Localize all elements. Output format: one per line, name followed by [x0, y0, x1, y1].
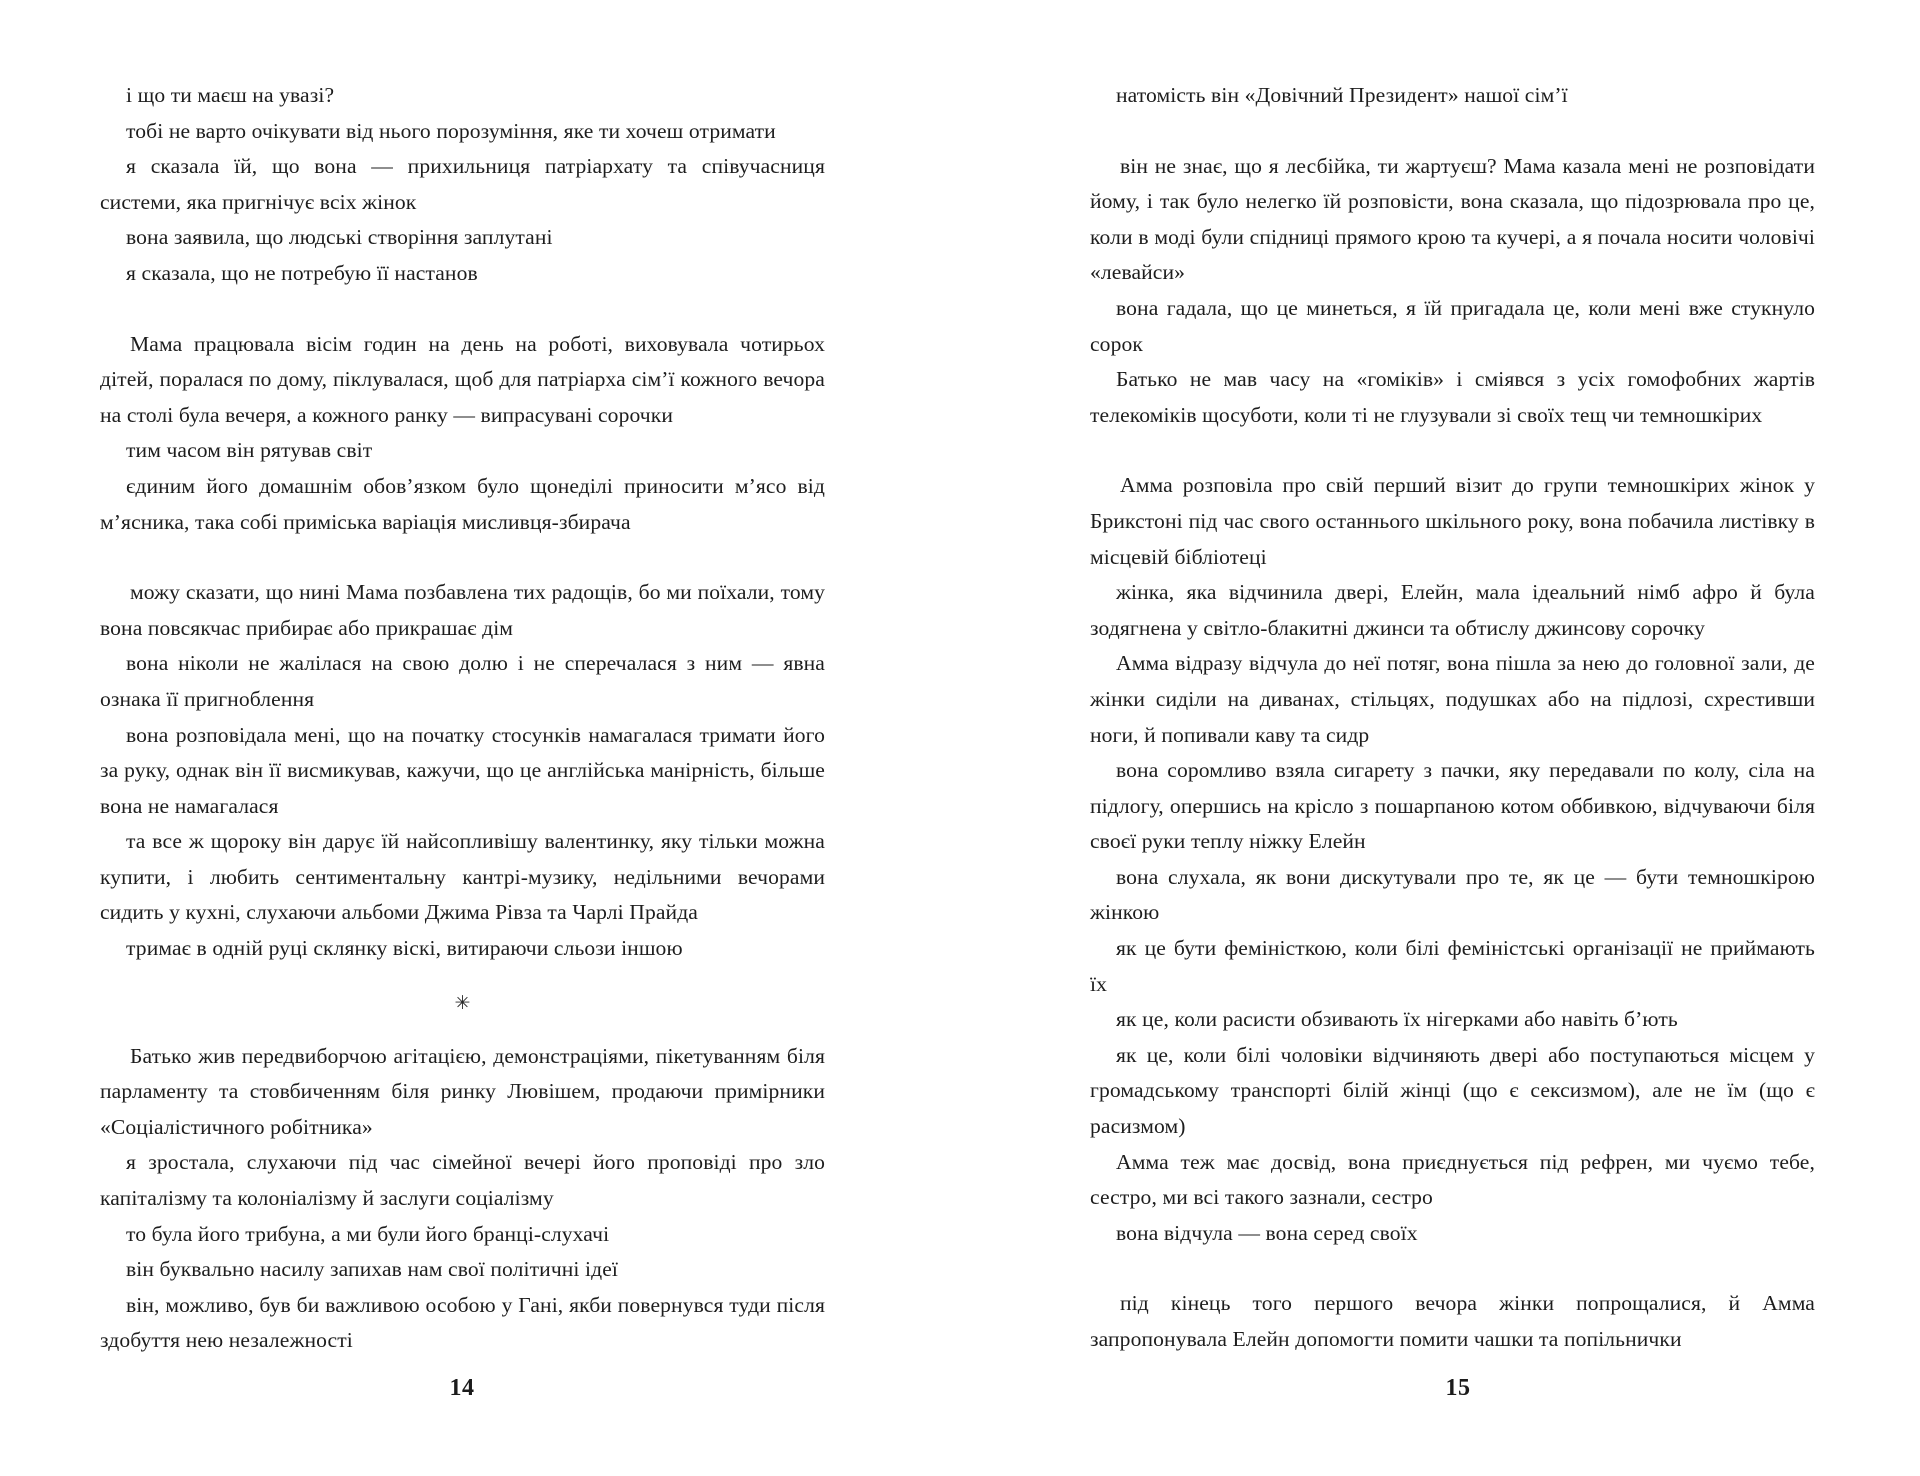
text-line: тим часом він рятував світ — [126, 438, 373, 463]
text-line: Батько жив передвиборчою агітацією, демонстраціями, пікетуванням біля парламенту та стовбиченням біля ринку Лювішем, продаючи примірники «Соціалістичного робітника» — [100, 1043, 825, 1139]
text-line: вона гадала, що це минеться, я їй пригадала це, коли мені вже стукнуло сорок — [1090, 295, 1815, 356]
text-line: як це бути феміністкою, коли білі феміністські організації не приймають їх — [1090, 936, 1815, 996]
text-line: я сказала їй, що вона — прихильниця патріархату та співучасниця системи, яка пригнічує всіх жінок — [100, 154, 825, 214]
text-line: то була його трибуна, а ми були його бранці-слухачі — [126, 1221, 610, 1246]
text-line: вона відчула — вона серед своїх — [1116, 1220, 1418, 1245]
paragraph-block — [100, 78, 825, 292]
paragraph-block — [100, 1039, 825, 1359]
text-line: натомість він «Довічний Президент» нашої сім’ї — [1116, 83, 1568, 107]
text-line: єдиним його домашнім обов’язком було щонеділі приносити м’ясо від м’ясника, така собі приміська варіація мисливця-збирача — [100, 473, 825, 534]
paragraph-block — [1090, 1286, 1815, 1357]
text-line: та все ж щороку він дарує їй найсопливішу валентинку, яку тільки можна купити, і любить сентиментальну кантрі-музику, недільними вечорами сидить у кухні, слухаючи альбоми Джима Рівза та Чарлі Прайда — [100, 829, 825, 925]
paragraph-block — [100, 575, 825, 967]
text-line: вона соромливо взяла сигарету з пачки, яку передавали по колу, сіла на підлогу, опершись на крісло з пошарпаною котом оббивкою, відчуваючи біля своєї руки теплу ніжку Елейн — [1090, 758, 1815, 854]
paragraph-block — [100, 327, 825, 541]
left-page-textblock — [100, 78, 825, 1359]
text-line: він, можливо, був би важливою особою у Гані, якби повернувся туди після здобуття нею незалежності — [100, 1292, 825, 1353]
paragraph-block — [1090, 149, 1815, 434]
text-line: Мама працювала вісім годин на день на роботі, виховувала чотирьох дітей, поралася по дому, піклувалася, щоб для патріарха сім’ї кожного вечора на столі була вечеря, а кожного ранку — випрасувані сорочки — [100, 331, 825, 427]
text-line: він буквально насилу запихав нам свої політичні ідеї — [126, 1257, 618, 1282]
page-number-right: 15 — [1445, 1375, 1471, 1401]
text-line: Амма теж має досвід, вона приєднується під рефрен, ми чуємо тебе, сестро, ми всі такого зазнали, сестро — [1090, 1149, 1815, 1210]
text-line: Амма розповіла про свій перший візит до групи темношкірих жінок у Брикстоні під час свого останнього шкільного року, вона побачила листівку в місцевій бібліотеці — [1090, 473, 1815, 569]
section-separator: ✳ — [454, 992, 471, 1014]
text-line: вона розповідала мені, що на початку стосунків намагалася тримати його за руку, однак він її висмикував, кажучи, що це англійська манірність, більше вона не намагалася — [100, 722, 825, 818]
paragraph-block — [1090, 78, 1815, 114]
paragraph-block — [1090, 468, 1815, 1251]
page-right — [960, 0, 1920, 1476]
text-line: вона слухала, як вони дискутували про те, як це — бути темношкірою жінкою — [1090, 864, 1815, 925]
text-line: я сказала, що не потребую її настанов — [126, 260, 478, 285]
text-line: як це, коли расисти обзивають їх нігерками або навіть б’ють — [1116, 1007, 1678, 1032]
text-line: під кінець того першого вечора жінки попрощалися, й Амма запропонувала Елейн допомогти помити чашки та попільнички — [1090, 1291, 1815, 1351]
text-line: тримає в одній руці склянку віскі, витираючи сльози іншою — [126, 936, 683, 961]
text-line: Батько не мав часу на «гоміків» і сміявся з усіх гомофобних жартів телекоміків щосуботи, коли ті не глузували зі своїх тещ чи темношкірих — [1090, 367, 1815, 427]
text-line: вона ніколи не жалілася на свою долю і не сперечалася з ним — явна ознака її пригноблення — [100, 651, 825, 711]
text-line: тобі не варто очікувати від нього порозуміння, яке ти хочеш отримати — [126, 118, 776, 143]
text-line: Амма відразу відчула до неї потяг, вона пішла за нею до головної зали, де жінки сиділи на диванах, стільцях, подушках або на підлозі, схрестивши ноги, й попивали каву та сидр — [1090, 651, 1815, 747]
page-number-left: 14 — [449, 1375, 475, 1401]
text-line: я зростала, слухаючи під час сімейної вечері його проповіді про зло капіталізму та колоніалізму й заслуги соціалізму — [100, 1150, 825, 1211]
text-line: жінка, яка відчинила двері, Елейн, мала ідеальний німб афро й була зодягнена у світло-блакитні джинси та обтислу джинсову сорочку — [1090, 580, 1815, 640]
text-line: і що ти маєш на увазі? — [126, 83, 335, 107]
text-line: вона заявила, що людські створіння заплутані — [126, 225, 553, 250]
text-line: можу сказати, що нині Мама позбавлена тих радощів, бо ми поїхали, тому вона повсякчас прибирає або прикрашає дім — [100, 580, 825, 640]
text-line: як це, коли білі чоловіки відчиняють двері або поступаються місцем у громадському транспорті білій жінці (що є сексизмом), але не їм (що є расизмом) — [1090, 1042, 1815, 1139]
text-line: він не знає, що я лесбійка, ти жартуєш? Мама казала мені не розповідати йому, і так було нелегко їй розповісти, вона сказала, що підозрювала про це, коли в моді були спідниці прямого крою та кучері, а я почала носити чоловічі «левайси» — [1090, 153, 1815, 285]
right-page-textblock — [1090, 78, 1815, 1358]
